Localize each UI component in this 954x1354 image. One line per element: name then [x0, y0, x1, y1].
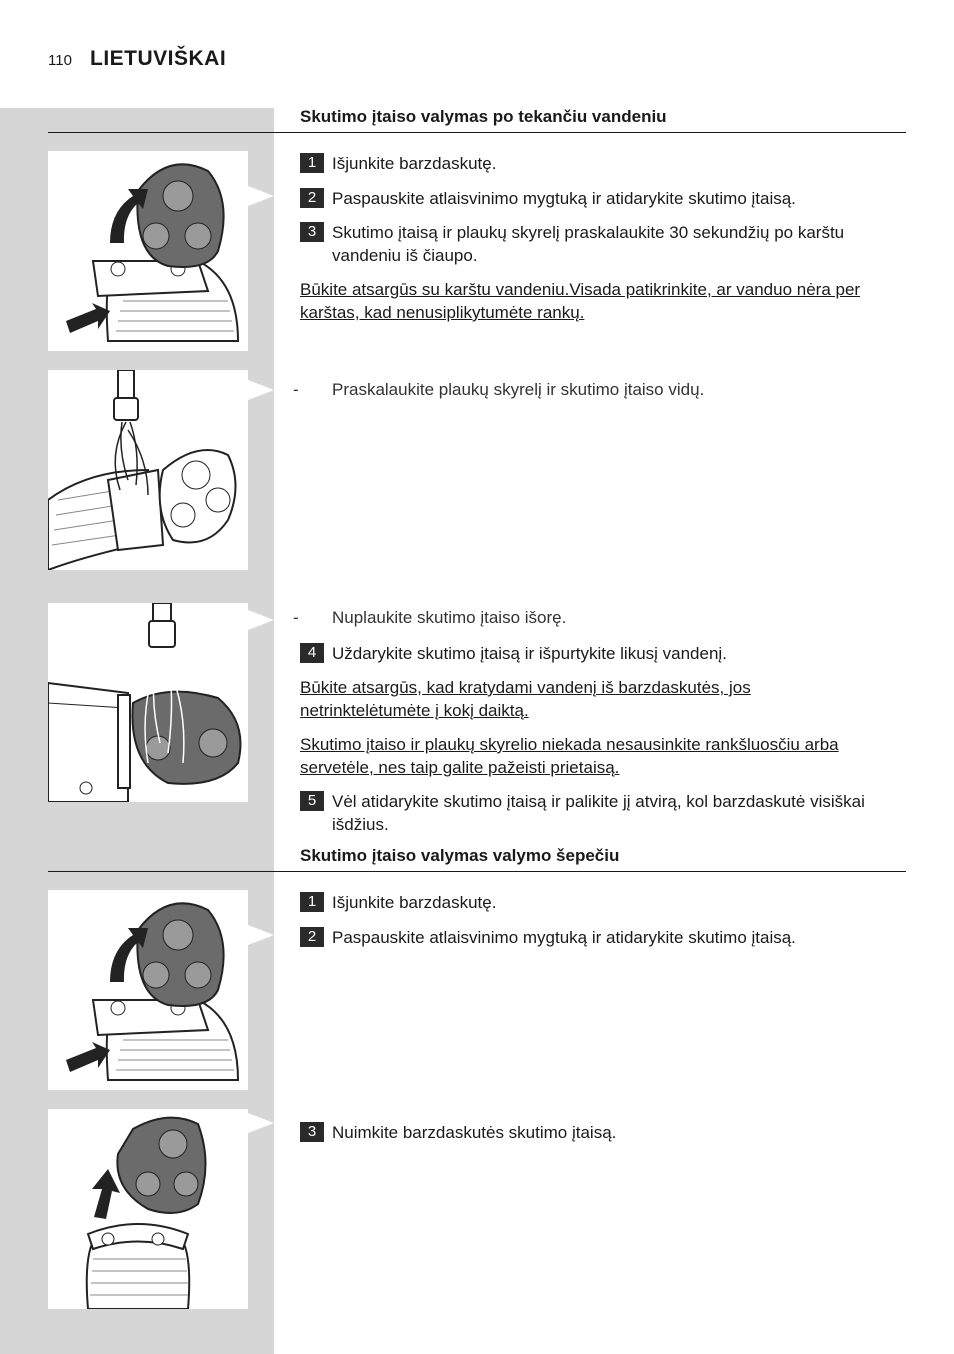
warning-shake: Būkite atsargūs, kad kratydami vandenį iš barzdaskutės, jos netrinktelėtumėte į kokį daiktą. — [300, 678, 751, 720]
callout-notch — [248, 1113, 274, 1133]
warning-towel: Skutimo įtaiso ir plaukų skyrelio niekada nesausinkite rankšluosčiu arba servetėle, nes taip galite pažeisti prietaisą. — [300, 735, 839, 777]
illustration-open-shaver-2 — [48, 890, 248, 1090]
bullet-rinse-outside — [293, 608, 566, 628]
step-number-box: 2 — [300, 927, 324, 947]
step-text: Vėl atidarykite skutimo įtaisą ir palikite jį atvirą, kol barzdaskutė visiškai išdžius. — [332, 792, 865, 834]
step-number-box: 2 — [300, 188, 324, 208]
bullet-text: Praskalaukite plaukų skyrelį ir skutimo įtaiso vidų. — [332, 380, 705, 399]
step-2 — [300, 187, 900, 210]
section-rule — [48, 871, 906, 872]
step-number-box: 5 — [300, 791, 324, 811]
step-1 — [300, 891, 900, 914]
callout-notch — [248, 610, 274, 630]
callout-notch — [248, 925, 274, 945]
illustration-open-shaver — [48, 151, 248, 351]
page-language-title: LIETUVIŠKAI — [90, 47, 227, 70]
step-text: Nuimkite barzdaskutės skutimo įtaisą. — [332, 1123, 617, 1142]
step-text: Skutimo įtaisą ir plaukų skyrelį praskalaukite 30 sekundžių po karštu vandeniu iš čiaupo. — [332, 223, 845, 265]
page-number: 110 — [48, 52, 72, 69]
step-text: Išjunkite barzdaskutę. — [332, 893, 497, 912]
step-number-box: 1 — [300, 153, 324, 173]
callout-notch — [248, 186, 274, 206]
step-3 — [300, 1121, 900, 1144]
step-5 — [300, 790, 900, 836]
step-text: Uždarykite skutimo įtaisą ir išpurtykite likusį vandenį. — [332, 644, 727, 663]
illustration-remove-unit — [48, 1109, 248, 1309]
bullet-dash: - — [293, 380, 299, 399]
section-heading-brush: Skutimo įtaiso valymas valymo šepečiu — [300, 846, 620, 865]
step-3 — [300, 221, 900, 267]
step-text: Išjunkite barzdaskutę. — [332, 154, 497, 173]
bullet-dash: - — [293, 608, 299, 627]
step-text: Paspauskite atlaisvinimo mygtuką ir atidarykite skutimo įtaisą. — [332, 928, 796, 947]
callout-notch — [248, 380, 274, 400]
illustration-rinse-outside — [48, 603, 248, 802]
step-number-box: 4 — [300, 643, 324, 663]
step-number-box: 3 — [300, 222, 324, 242]
section-rule — [48, 132, 906, 133]
illustration-rinse-inside — [48, 370, 248, 570]
step-1 — [300, 152, 900, 175]
bullet-text: Nuplaukite skutimo įtaiso išorę. — [332, 608, 567, 627]
step-2 — [300, 926, 900, 949]
step-number-box: 3 — [300, 1122, 324, 1142]
section-heading-rinse: Skutimo įtaiso valymas po tekančiu vandeniu — [300, 107, 667, 126]
step-number-box: 1 — [300, 892, 324, 912]
step-text: Paspauskite atlaisvinimo mygtuką ir atidarykite skutimo įtaisą. — [332, 189, 796, 208]
step-4 — [300, 642, 900, 665]
warning-hot-water: Būkite atsargūs su karštu vandeniu.Visada patikrinkite, ar vanduo nėra per karštas, kad nenusiplikytumėte rankų. — [300, 280, 861, 322]
bullet-rinse-inside — [293, 380, 704, 400]
